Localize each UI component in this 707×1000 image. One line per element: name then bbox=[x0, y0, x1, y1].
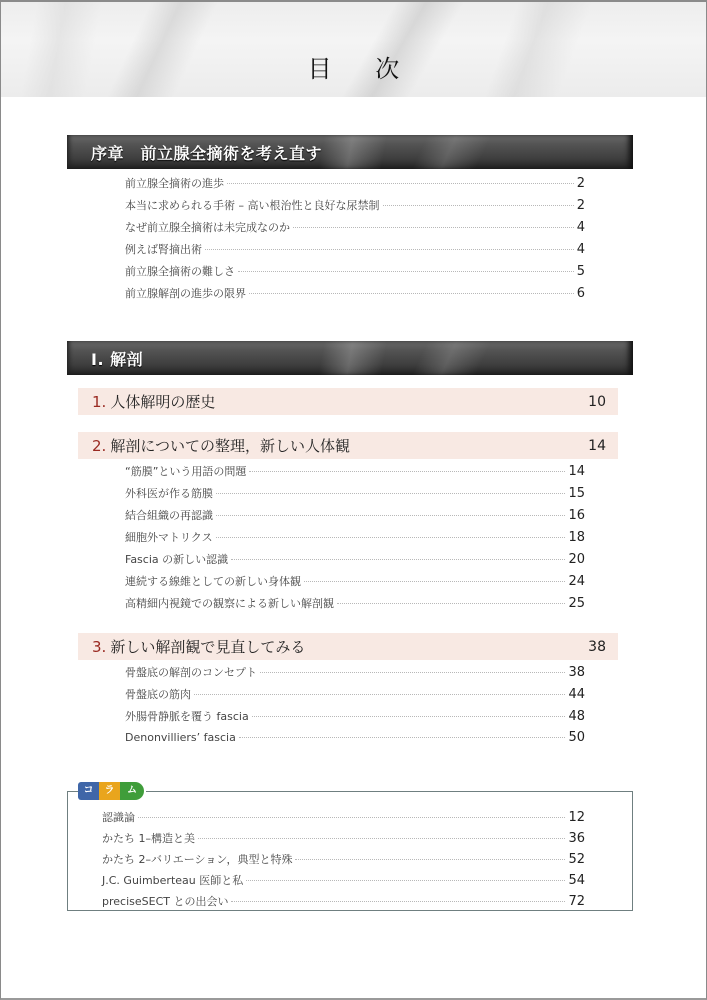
leader-dots bbox=[231, 559, 565, 560]
leader-dots bbox=[216, 537, 566, 538]
toc-entry-page: 14 bbox=[568, 464, 585, 479]
leader-dots bbox=[252, 716, 566, 717]
chapter-page: 10 bbox=[588, 393, 606, 410]
toc-entry-title: 外科医が作る筋膜 bbox=[125, 487, 213, 500]
toc-entry-title: 細胞外マトリクス bbox=[125, 531, 213, 544]
toc-entry[interactable] bbox=[125, 263, 585, 283]
toc-entry-title: 前立腺全摘術の難しさ bbox=[125, 265, 235, 278]
toc-entry-page: 50 bbox=[568, 730, 585, 745]
column-entry-page: 52 bbox=[568, 852, 585, 867]
toc-entry[interactable] bbox=[125, 573, 585, 593]
chapter-row-2[interactable] bbox=[78, 432, 618, 459]
toc-entry-page: 4 bbox=[576, 242, 585, 257]
toc-entry-page: 5 bbox=[576, 264, 585, 279]
chapter-page: 14 bbox=[588, 437, 606, 454]
chapter-title: 新しい解剖観で見直してみる bbox=[110, 638, 306, 656]
toc-entry-page: 20 bbox=[568, 552, 585, 567]
column-entry[interactable] bbox=[102, 872, 585, 892]
toc-entry[interactable] bbox=[125, 463, 585, 483]
leader-dots bbox=[227, 183, 574, 184]
title-banner bbox=[1, 2, 706, 97]
section-header-anatomy bbox=[67, 341, 633, 375]
column-entry-page: 72 bbox=[568, 894, 585, 909]
toc-entry[interactable] bbox=[125, 595, 585, 615]
leader-dots bbox=[138, 817, 565, 818]
column-entry-page: 54 bbox=[568, 873, 585, 888]
toc-entry-title: Fascia の新しい認識 bbox=[125, 553, 229, 566]
toc-entry-title: 連続する線維としての新しい身体観 bbox=[125, 575, 301, 588]
chapter-page: 38 bbox=[588, 638, 606, 655]
toc-entry-title: 例えば腎摘出術 bbox=[125, 243, 202, 256]
leader-dots bbox=[249, 471, 565, 472]
column-entry[interactable] bbox=[102, 893, 585, 913]
chapter-title: 人体解明の歴史 bbox=[110, 393, 216, 411]
leader-dots bbox=[198, 838, 565, 839]
toc-entry-title: なぜ前立腺全摘術は未完成なのか bbox=[125, 221, 290, 234]
toc-entry[interactable] bbox=[125, 485, 585, 505]
column-entry-title: かたち 2–バリエーション，典型と特殊 bbox=[102, 853, 293, 866]
leader-dots bbox=[238, 271, 574, 272]
toc-entry-page: 16 bbox=[568, 508, 585, 523]
column-entry-title: かたち 1–構造と美 bbox=[102, 832, 195, 845]
column-tab-ra: ラ bbox=[99, 782, 120, 800]
column-entry[interactable] bbox=[102, 830, 585, 850]
leader-dots bbox=[295, 859, 565, 860]
toc-entry-page: 24 bbox=[568, 574, 585, 589]
toc-entry-title: 前立腺解剖の進歩の限界 bbox=[125, 287, 246, 300]
leader-dots bbox=[337, 603, 565, 604]
chapter-row-3[interactable] bbox=[78, 633, 618, 660]
leader-dots bbox=[304, 581, 565, 582]
leader-dots bbox=[216, 493, 565, 494]
toc-entry-page: 2 bbox=[576, 198, 585, 213]
toc-entry-page: 4 bbox=[576, 220, 585, 235]
leader-dots bbox=[216, 515, 565, 516]
column-entry[interactable] bbox=[102, 851, 585, 871]
column-tab-ko: コ bbox=[78, 782, 99, 800]
chapter-title: 解剖についての整理，新しい人体観 bbox=[110, 437, 351, 455]
leader-dots bbox=[249, 293, 574, 294]
column-entry-title: 認識論 bbox=[102, 811, 135, 824]
chapter-number: 1. bbox=[92, 392, 107, 411]
toc-entry[interactable] bbox=[125, 708, 585, 728]
page-title: 目 次 bbox=[307, 55, 418, 83]
toc-entry-title: 結合組織の再認識 bbox=[125, 509, 213, 522]
toc-entry[interactable] bbox=[125, 175, 585, 195]
toc-entry-page: 25 bbox=[568, 596, 585, 611]
leader-dots bbox=[260, 672, 565, 673]
toc-entry[interactable] bbox=[125, 507, 585, 527]
toc-entry[interactable] bbox=[125, 285, 585, 305]
leader-dots bbox=[246, 880, 565, 881]
toc-entry-title: 外腸骨静脈を覆う fascia bbox=[125, 710, 249, 723]
section-label: 序章 前立腺全摘術を考え直す bbox=[91, 144, 323, 163]
toc-entry[interactable] bbox=[125, 686, 585, 706]
toc-entry[interactable] bbox=[125, 219, 585, 239]
toc-entry[interactable] bbox=[125, 551, 585, 571]
chapter-number: 3. bbox=[92, 637, 107, 656]
section-label: I. 解剖 bbox=[91, 350, 144, 369]
toc-entry[interactable] bbox=[125, 197, 585, 217]
leader-dots bbox=[293, 227, 574, 228]
toc-entry-page: 15 bbox=[568, 486, 585, 501]
column-tab bbox=[78, 782, 146, 800]
toc-entry-title: 高精細内視鏡での観察による新しい解剖観 bbox=[125, 597, 334, 610]
chapter-row-1[interactable] bbox=[78, 388, 618, 415]
toc-entry-title: 本当に求められる手術 – 高い根治性と良好な尿禁制 bbox=[125, 199, 380, 212]
toc-entry-page: 2 bbox=[576, 176, 585, 191]
leader-dots bbox=[239, 737, 566, 738]
column-entry-title: J.C. Guimberteau 医師と私 bbox=[102, 874, 244, 887]
column-entry-page: 12 bbox=[568, 810, 585, 825]
leader-dots bbox=[383, 205, 574, 206]
toc-entry-page: 48 bbox=[568, 709, 585, 724]
toc-entry[interactable] bbox=[125, 529, 585, 549]
leader-dots bbox=[205, 249, 574, 250]
toc-entry-page: 38 bbox=[568, 665, 585, 680]
toc-entry-title: 骨盤底の筋肉 bbox=[125, 688, 191, 701]
toc-entry-title: 前立腺全摘術の進歩 bbox=[125, 177, 224, 190]
leader-dots bbox=[231, 901, 565, 902]
toc-entry[interactable] bbox=[125, 241, 585, 261]
toc-entry[interactable] bbox=[125, 664, 585, 684]
toc-entry-title: “筋膜”という用語の問題 bbox=[125, 465, 247, 478]
column-entry-page: 36 bbox=[568, 831, 585, 846]
column-entry[interactable] bbox=[102, 809, 585, 829]
chapter-number: 2. bbox=[92, 436, 107, 455]
toc-entry-title: 骨盤底の解剖のコンセプト bbox=[125, 666, 257, 679]
toc-entry-page: 44 bbox=[568, 687, 585, 702]
toc-entry[interactable] bbox=[125, 730, 585, 750]
leader-dots bbox=[194, 694, 565, 695]
column-tab-mu: ム bbox=[120, 782, 144, 800]
column-entry-title: preciseSECT との出会い bbox=[102, 895, 229, 908]
section-header-prologue bbox=[67, 135, 633, 169]
toc-entry-title: Denonvilliers’ fascia bbox=[125, 731, 236, 744]
toc-entry-page: 18 bbox=[568, 530, 585, 545]
toc-entry-page: 6 bbox=[576, 286, 585, 301]
